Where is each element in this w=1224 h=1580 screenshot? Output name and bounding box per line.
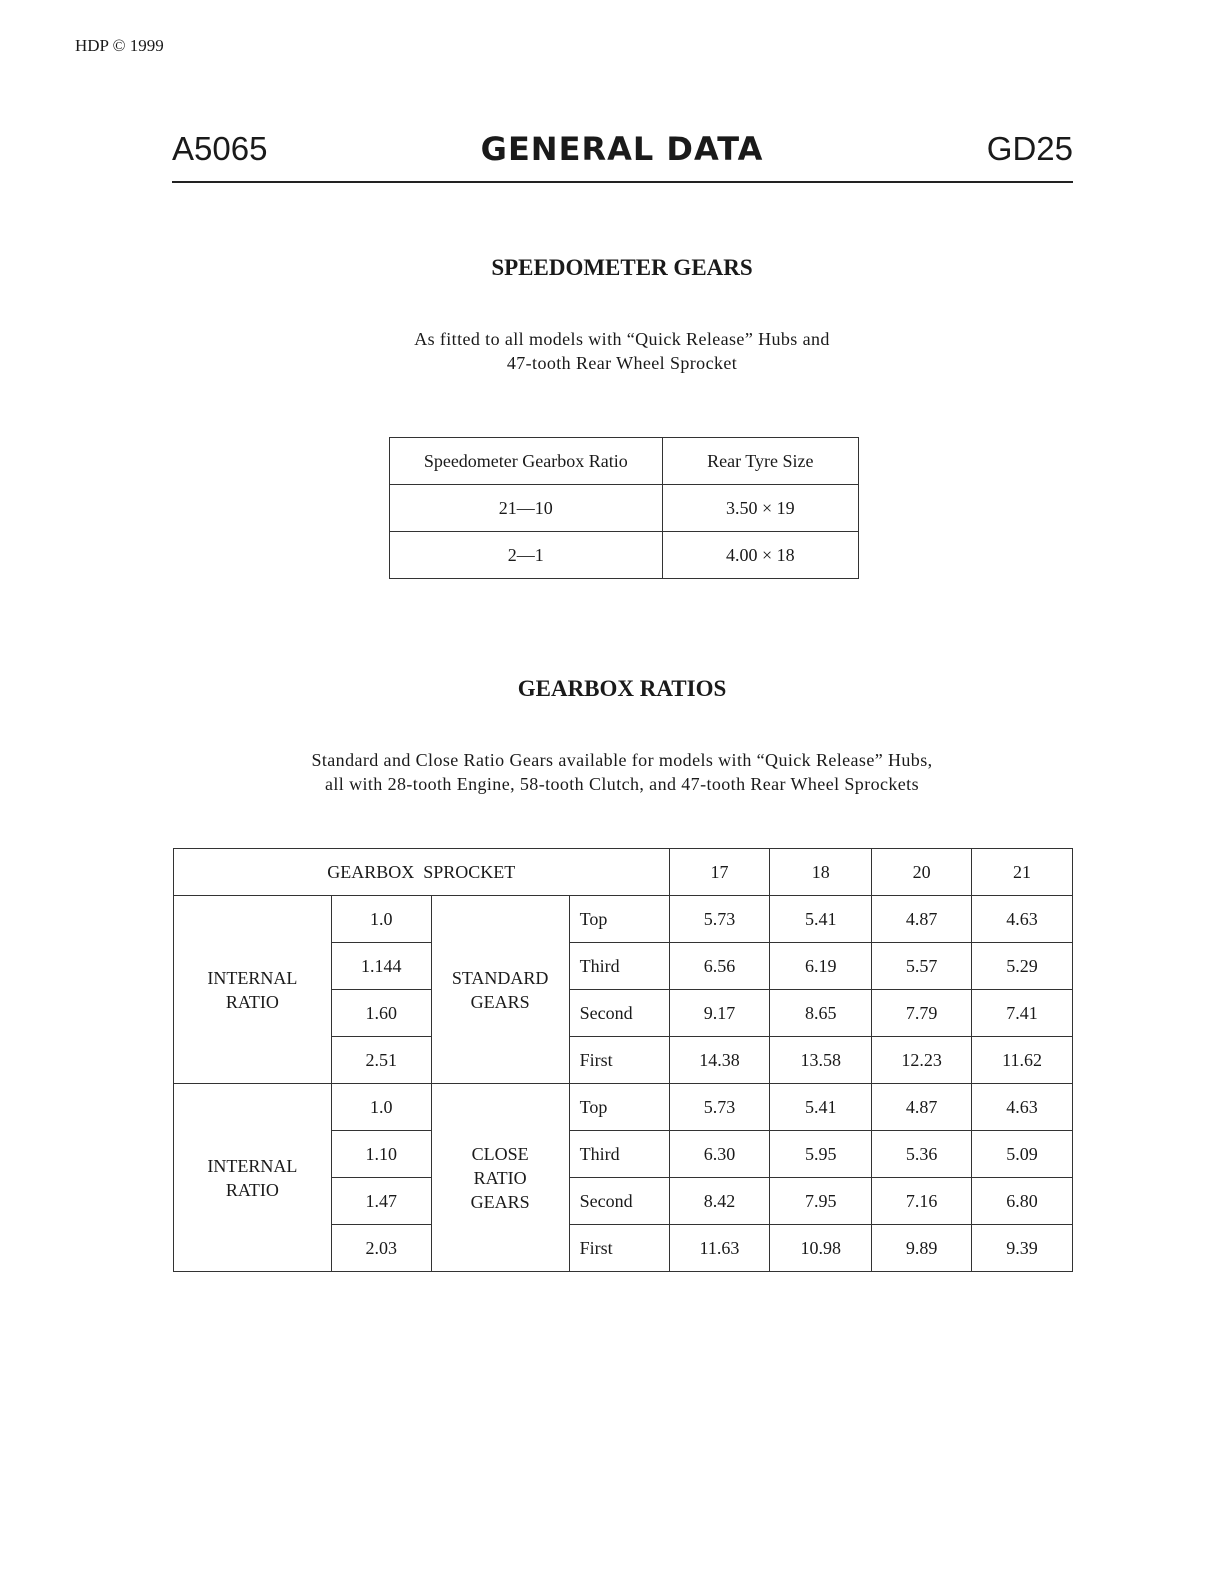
internal-ratio-cell: 1.0 xyxy=(331,896,431,943)
ratio-value-cell: 13.58 xyxy=(770,1037,872,1084)
speedometer-desc-line: 47-tooth Rear Wheel Sprocket xyxy=(506,353,738,373)
ratio-value-cell: 7.95 xyxy=(770,1178,872,1225)
ratio-value-cell: 9.39 xyxy=(972,1225,1073,1272)
speedometer-table xyxy=(389,437,859,579)
table-header-row xyxy=(390,438,859,485)
internal-ratio-label xyxy=(174,1084,332,1272)
internal-ratio-label-line: INTERNAL xyxy=(207,1155,298,1176)
ratio-value-cell: 6.19 xyxy=(770,943,872,990)
tyre-size-cell: 3.50 × 19 xyxy=(662,485,858,532)
internal-ratio-cell: 1.60 xyxy=(331,990,431,1037)
gear-name-cell: Second xyxy=(569,1178,669,1225)
sprocket-header: 20 xyxy=(872,849,972,896)
ratio-value-cell: 11.63 xyxy=(669,1225,770,1272)
gearbox-ratios-table xyxy=(173,848,1073,1272)
ratio-value-cell: 10.98 xyxy=(770,1225,872,1272)
gear-name-cell: First xyxy=(569,1225,669,1272)
ratio-value-cell: 7.41 xyxy=(972,990,1073,1037)
gearbox-desc-line: Standard and Close Ratio Gears available for models with “Quick Release” Hubs, xyxy=(311,750,933,770)
page-title: GENERAL DATA xyxy=(480,130,764,168)
section-code: GD25 xyxy=(986,130,1073,167)
table-row xyxy=(390,485,859,532)
internal-ratio-label-line: INTERNAL xyxy=(207,967,298,988)
gear-type-label-line: GEARS xyxy=(470,1191,530,1212)
ratio-value-cell: 6.56 xyxy=(669,943,770,990)
ratio-value-cell: 8.65 xyxy=(770,990,872,1037)
sprocket-header: 18 xyxy=(770,849,872,896)
ratio-value-cell: 5.36 xyxy=(872,1131,972,1178)
internal-ratio-cell: 1.47 xyxy=(331,1178,431,1225)
table-row xyxy=(174,896,1073,943)
header-rule xyxy=(172,181,1073,183)
copyright-notice: HDP © 1999 xyxy=(75,36,164,55)
internal-ratio-label-line: RATIO xyxy=(225,991,279,1012)
ratio-value-cell: 6.80 xyxy=(972,1178,1073,1225)
speedometer-desc-line: As fitted to all models with “Quick Release” Hubs and xyxy=(414,329,830,349)
gear-type-label-line: CLOSE xyxy=(471,1143,529,1164)
sprocket-header: 17 xyxy=(669,849,770,896)
speedometer-heading: SPEEDOMETER GEARS xyxy=(491,255,753,280)
sprocket-label: GEARBOX SPROCKET xyxy=(174,849,670,896)
gear-type-label-line: GEARS xyxy=(470,991,530,1012)
ratio-value-cell: 5.41 xyxy=(770,896,872,943)
ratio-value-cell: 7.16 xyxy=(872,1178,972,1225)
gear-name-cell: Top xyxy=(569,896,669,943)
gear-name-cell: Top xyxy=(569,1084,669,1131)
gearbox-ratio-cell: 21—10 xyxy=(390,485,663,532)
gearbox-ratio-cell: 2—1 xyxy=(390,532,663,579)
gear-type-label-line: STANDARD xyxy=(451,967,549,988)
ratio-value-cell: 5.95 xyxy=(770,1131,872,1178)
table-row xyxy=(390,532,859,579)
column-header: Rear Tyre Size xyxy=(662,438,858,485)
ratio-value-cell: 7.79 xyxy=(872,990,972,1037)
ratio-value-cell: 9.89 xyxy=(872,1225,972,1272)
gear-name-cell: Second xyxy=(569,990,669,1037)
ratio-value-cell: 8.42 xyxy=(669,1178,770,1225)
internal-ratio-cell: 1.0 xyxy=(331,1084,431,1131)
gearbox-description xyxy=(0,748,1224,796)
column-header: Speedometer Gearbox Ratio xyxy=(390,438,663,485)
ratio-value-cell: 4.87 xyxy=(872,1084,972,1131)
tyre-size-cell: 4.00 × 18 xyxy=(662,532,858,579)
internal-ratio-label-line: RATIO xyxy=(225,1179,279,1200)
ratio-value-cell: 14.38 xyxy=(669,1037,770,1084)
ratio-value-cell: 5.57 xyxy=(872,943,972,990)
internal-ratio-cell: 2.51 xyxy=(331,1037,431,1084)
ratio-value-cell: 4.63 xyxy=(972,896,1073,943)
document-code: A5065 xyxy=(172,130,268,167)
gearbox-heading: GEARBOX RATIOS xyxy=(517,676,727,701)
speedometer-description xyxy=(0,327,1224,375)
gearbox-desc-line: all with 28-tooth Engine, 58-tooth Clutch, and 47-tooth Rear Wheel Sprockets xyxy=(325,774,919,794)
ratio-value-cell: 9.17 xyxy=(669,990,770,1037)
ratio-value-cell: 5.09 xyxy=(972,1131,1073,1178)
gear-type-label xyxy=(431,1084,569,1272)
internal-ratio-cell: 1.10 xyxy=(331,1131,431,1178)
ratio-value-cell: 5.29 xyxy=(972,943,1073,990)
gear-type-label-line: RATIO xyxy=(473,1167,527,1188)
ratio-value-cell: 5.73 xyxy=(669,1084,770,1131)
gear-name-cell: Third xyxy=(569,943,669,990)
table-header-row xyxy=(174,849,1073,896)
ratio-value-cell: 6.30 xyxy=(669,1131,770,1178)
table-row xyxy=(174,1084,1073,1131)
gear-name-cell: Third xyxy=(569,1131,669,1178)
ratio-value-cell: 4.63 xyxy=(972,1084,1073,1131)
ratio-value-cell: 11.62 xyxy=(972,1037,1073,1084)
gear-name-cell: First xyxy=(569,1037,669,1084)
ratio-value-cell: 5.41 xyxy=(770,1084,872,1131)
internal-ratio-cell: 2.03 xyxy=(331,1225,431,1272)
gear-type-label xyxy=(431,896,569,1084)
sprocket-header: 21 xyxy=(972,849,1073,896)
ratio-value-cell: 4.87 xyxy=(872,896,972,943)
ratio-value-cell: 12.23 xyxy=(872,1037,972,1084)
ratio-value-cell: 5.73 xyxy=(669,896,770,943)
internal-ratio-label xyxy=(174,896,332,1084)
internal-ratio-cell: 1.144 xyxy=(331,943,431,990)
